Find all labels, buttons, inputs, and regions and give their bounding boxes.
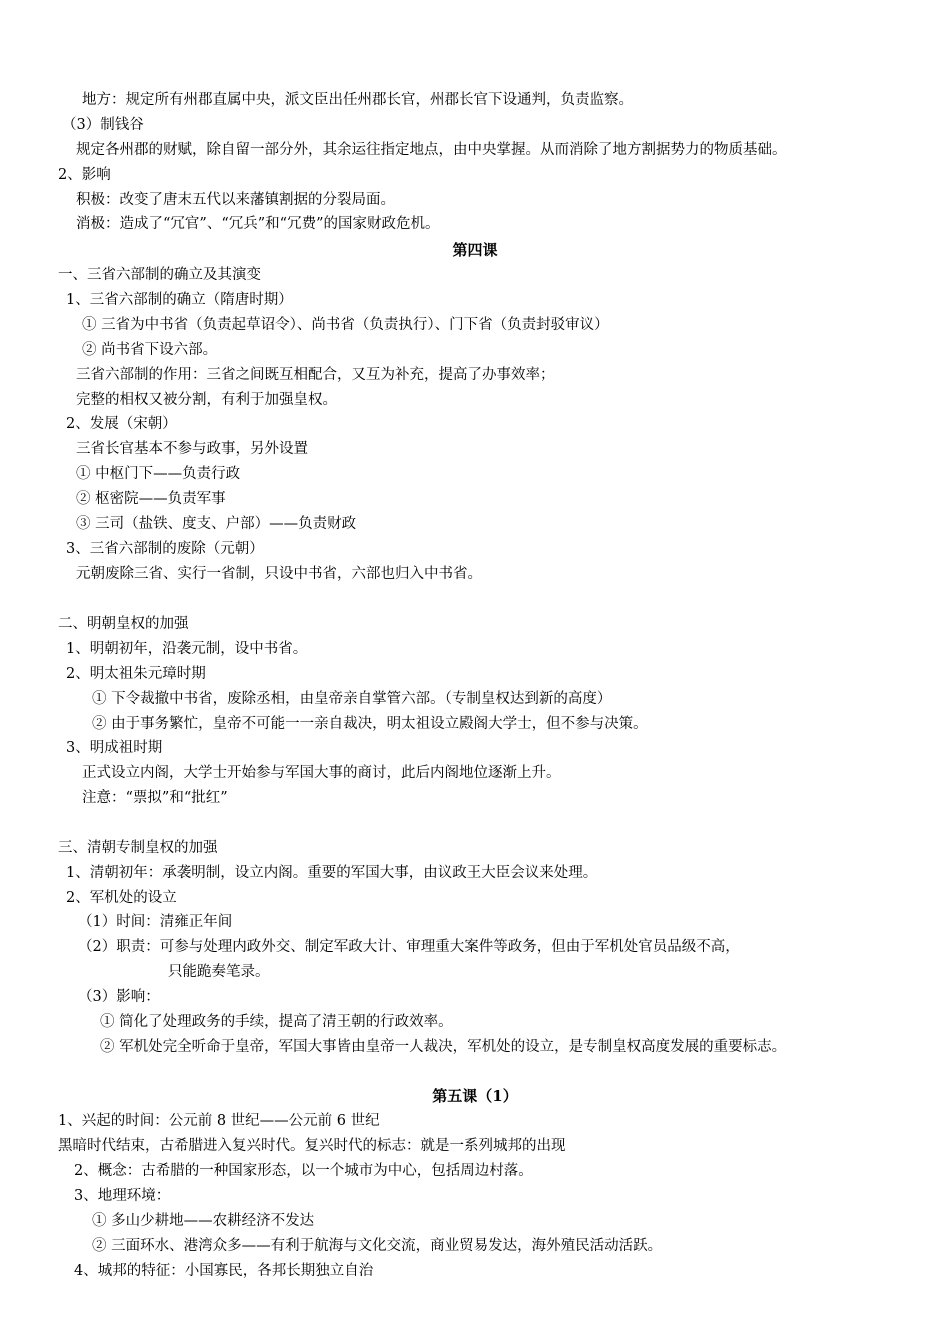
text-line: 2、明太祖朱元璋时期 <box>66 666 206 682</box>
text-line: 消极：造成了“冗官”、“冗兵”和“冗费”的国家财政危机。 <box>76 216 440 232</box>
text-line: 3、三省六部制的废除（元朝） <box>66 541 264 557</box>
text-line: 1、清朝初年：承袭明制，设立内阁。重要的军国大事，由议政王大臣会议来处理。 <box>66 865 598 881</box>
text-line: ① 多山少耕地——农耕经济不发达 <box>92 1213 315 1229</box>
text-line: 2、概念：古希腊的一种国家形态，以一个城市为中心，包括周边村落。 <box>74 1163 533 1179</box>
text-line: （1）时间：清雍正年间 <box>78 914 233 930</box>
text-line: ① 简化了处理政务的手续，提高了清王朝的行政效率。 <box>100 1014 453 1030</box>
text-line: 3、地理环境： <box>74 1188 171 1204</box>
text-line: 三、清朝专制皇权的加强 <box>58 840 218 856</box>
section-heading: 第四课 <box>452 241 498 259</box>
text-line: ① 三省为中书省（负责起草诏令）、尚书省（负责执行）、门下省（负责封驳审议） <box>82 317 609 333</box>
text-line: 2、军机处的设立 <box>66 890 177 906</box>
text-line: 二、明朝皇权的加强 <box>58 616 189 632</box>
text-line: 1、明朝初年，沿袭元制，设中书省。 <box>66 641 308 657</box>
text-line: 积极：改变了唐末五代以来藩镇割据的分裂局面。 <box>76 192 395 208</box>
text-line: 元朝废除三省、实行一省制，只设中书省，六部也归入中书省。 <box>76 566 482 582</box>
text-line: ② 由于事务繁忙，皇帝不可能一一亲自裁决，明太祖设立殿阁大学士，但不参与决策。 <box>92 716 648 732</box>
text-line: 2、发展（宋朝） <box>66 416 177 432</box>
text-line: （3）制钱谷 <box>62 117 144 133</box>
text-line: 只能跪奏笔录。 <box>168 964 270 980</box>
text-line: 正式设立内阁，大学士开始参与军国大事的商讨，此后内阁地位逐渐上升。 <box>82 765 561 781</box>
text-line: ③ 三司（盐铁、度支、户部）——负责财政 <box>76 516 357 532</box>
text-line: 黑暗时代结束，古希腊进入复兴时代。复兴时代的标志：就是一系列城邦的出现 <box>58 1138 566 1154</box>
text-line: 三省六部制的作用：三省之间既互相配合，又互为补充，提高了办事效率； <box>76 367 555 383</box>
text-line: 一、三省六部制的确立及其演变 <box>58 267 261 283</box>
text-line: ② 尚书省下设六部。 <box>82 342 218 358</box>
text-line: 1、兴起的时间：公元前 8 世纪——公元前 6 世纪 <box>58 1113 380 1129</box>
text-line: ② 军机处完全听命于皇帝，军国大事皆由皇帝一人裁决，军机处的设立，是专制皇权高度发展的重要标志。 <box>100 1039 787 1055</box>
text-line: 完整的相权又被分割，有利于加强皇权。 <box>76 392 337 408</box>
section-heading: 第五课（1） <box>432 1087 518 1105</box>
text-line: ① 下令裁撤中书省，废除丞相，由皇帝亲自掌管六部。（专制皇权达到新的高度） <box>92 691 612 707</box>
text-line: 地方：规定所有州郡直属中央，派文臣出任州郡长官，州郡长官下设通判，负责监察。 <box>82 92 633 108</box>
text-line: （3）影响： <box>78 989 160 1005</box>
text-line: ② 三面环水、港湾众多——有利于航海与文化交流，商业贸易发达，海外殖民活动活跃。 <box>92 1238 663 1254</box>
text-line: ① 中枢门下——负责行政 <box>76 466 241 482</box>
text-line: 规定各州郡的财赋，除自留一部分外，其余运往指定地点，由中央掌握。从而消除了地方割据势力的物质基础。 <box>76 142 787 158</box>
text-line: ② 枢密院——负责军事 <box>76 491 226 507</box>
text-line: （2）职责：可参与处理内政外交、制定军政大计、审理重大案件等政务，但由于军机处官员品级不高， <box>78 939 740 955</box>
text-line: 2、影响 <box>58 167 111 183</box>
text-line: 1、三省六部制的确立（隋唐时期） <box>66 292 293 308</box>
text-line: 注意：“票拟”和“批红” <box>82 790 228 806</box>
text-line: 4、城邦的特征：小国寡民，各邦长期独立自治 <box>74 1263 374 1279</box>
text-line: 三省长官基本不参与政事，另外设置 <box>76 441 308 457</box>
text-line: 3、明成祖时期 <box>66 740 163 756</box>
